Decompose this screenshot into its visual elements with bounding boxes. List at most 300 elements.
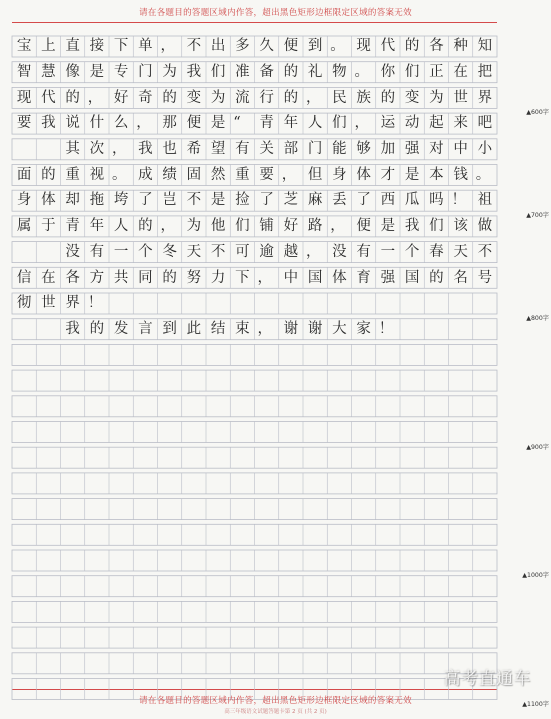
essay-line xyxy=(12,267,497,288)
grid-cell: 们 xyxy=(404,63,420,80)
grid-cell xyxy=(85,473,109,494)
grid-cell xyxy=(109,550,133,571)
grid-cell: 却 xyxy=(65,192,80,209)
answer-area-notice-top: 请在各题目的答题区域内作答，超出黑色矩形边框限定区域的答案无效 xyxy=(139,8,412,18)
grid-cell xyxy=(376,653,400,674)
grid-cell xyxy=(449,473,473,494)
grid-cell: 于 xyxy=(41,218,56,235)
grid-cell xyxy=(109,473,133,494)
grid-cell: 路 xyxy=(307,218,323,235)
grid-cell: 固 xyxy=(186,166,202,183)
grid-cell xyxy=(85,627,109,648)
grid-cell xyxy=(327,422,351,443)
grid-cell: 有 xyxy=(89,243,105,260)
grid-cell: 不 xyxy=(210,243,226,260)
grid-cell xyxy=(376,344,400,365)
grid-cell: 体 xyxy=(41,192,56,209)
grid-cell: 望 xyxy=(210,141,226,158)
grid-cell xyxy=(206,396,230,417)
grid-cell xyxy=(424,447,448,468)
grid-cell: 岂 xyxy=(162,192,177,209)
grid-cell xyxy=(473,627,497,648)
grid-cell xyxy=(279,370,303,391)
grid-cell xyxy=(109,344,133,365)
grid-cell: 便 xyxy=(186,115,202,132)
grid-cell xyxy=(352,576,376,597)
grid-cell xyxy=(36,550,60,571)
grid-cell xyxy=(400,627,424,648)
grid-cell: 是 xyxy=(210,115,226,132)
grid-cell: 西 xyxy=(380,192,396,209)
grid-cell: 芝 xyxy=(283,192,299,209)
grid-cell xyxy=(279,601,303,622)
grid-cell xyxy=(327,601,351,622)
essay-line xyxy=(12,319,497,340)
grid-cell: 强 xyxy=(404,141,420,158)
grid-cell xyxy=(12,473,36,494)
grid-cell xyxy=(182,524,206,545)
essay-line xyxy=(12,87,497,108)
grid-cell xyxy=(473,576,497,597)
essay-line xyxy=(12,447,497,468)
grid-cell xyxy=(327,576,351,597)
grid-cell xyxy=(230,550,254,571)
grid-cell xyxy=(133,344,157,365)
grid-cell xyxy=(12,242,36,263)
grid-cell: 育 xyxy=(356,269,371,286)
grid-cell xyxy=(158,499,182,520)
grid-cell xyxy=(279,422,303,443)
grid-cell xyxy=(12,653,36,674)
grid-cell: ， xyxy=(257,320,272,337)
grid-cell: 为 xyxy=(186,218,202,235)
grid-cell: 好 xyxy=(113,89,129,106)
grid-cell: 信 xyxy=(16,269,32,286)
grid-cell: 次 xyxy=(89,141,105,158)
grid-cell: 该 xyxy=(453,218,468,235)
grid-cell xyxy=(255,524,279,545)
grid-cell: 年 xyxy=(89,218,105,235)
grid-cell xyxy=(158,396,182,417)
essay-line xyxy=(12,422,497,443)
grid-cell xyxy=(85,447,109,468)
grid-cell xyxy=(85,422,109,443)
grid-cell xyxy=(206,293,230,314)
grid-cell xyxy=(133,601,157,622)
grid-cell xyxy=(473,293,497,314)
grid-cell xyxy=(36,242,60,263)
grid-cell: 是 xyxy=(404,166,420,183)
grid-cell: 的 xyxy=(89,320,105,337)
grid-cell: 身 xyxy=(16,192,32,209)
grid-cell xyxy=(85,396,109,417)
grid-cell: 到 xyxy=(162,320,177,337)
grid-cell xyxy=(12,344,36,365)
grid-cell: 的 xyxy=(283,63,299,80)
grid-cell: 我 xyxy=(186,63,202,80)
grid-cell xyxy=(133,447,157,468)
grid-cell: 力 xyxy=(210,269,226,286)
essay-line xyxy=(12,344,497,365)
grid-cell xyxy=(109,576,133,597)
grid-cell: ， xyxy=(354,115,369,132)
grid-cell: 是 xyxy=(89,63,105,80)
grid-cell: 小 xyxy=(477,141,493,158)
grid-cell: “ xyxy=(233,115,241,132)
grid-cell xyxy=(352,370,376,391)
grid-cell xyxy=(303,396,327,417)
grid-cell: 你 xyxy=(380,63,396,80)
grid-cell: 国 xyxy=(404,269,420,286)
grid-cell: 的 xyxy=(429,269,444,286)
grid-cell: 了 xyxy=(356,192,371,209)
grid-cell xyxy=(36,447,60,468)
grid-cell: 那 xyxy=(162,115,177,132)
essay-line xyxy=(12,370,497,391)
grid-cell: 国 xyxy=(307,269,323,286)
grid-cell: 正 xyxy=(429,63,444,80)
grid-cell xyxy=(255,447,279,468)
grid-cell: 中 xyxy=(283,269,299,286)
grid-cell xyxy=(158,653,182,674)
grid-cell xyxy=(36,524,60,545)
word-count-marker: ▲1100字 xyxy=(522,700,549,708)
grid-cell: 成 xyxy=(138,166,153,183)
grid-cell: 的 xyxy=(41,166,56,183)
essay-line xyxy=(12,190,497,211)
grid-cell xyxy=(400,499,424,520)
grid-cell: 面 xyxy=(16,166,32,183)
grid-cell xyxy=(424,601,448,622)
grid-cell xyxy=(376,576,400,597)
grid-cell xyxy=(109,422,133,443)
grid-cell xyxy=(206,524,230,545)
grid-cell xyxy=(12,499,36,520)
essay-line xyxy=(12,293,497,314)
grid-cell xyxy=(12,601,36,622)
grid-cell: 把 xyxy=(477,63,493,80)
grid-cell: 动 xyxy=(404,115,420,132)
grid-cell xyxy=(376,550,400,571)
grid-cell xyxy=(85,370,109,391)
grid-cell: ！ xyxy=(87,295,103,312)
grid-cell: 礼 xyxy=(307,63,323,80)
grid-cell: 努 xyxy=(186,269,202,286)
grid-cell xyxy=(473,370,497,391)
grid-cell xyxy=(182,499,206,520)
grid-cell xyxy=(85,653,109,674)
grid-cell: 接 xyxy=(89,38,105,55)
grid-cell xyxy=(424,627,448,648)
grid-cell xyxy=(36,601,60,622)
grid-cell xyxy=(400,319,424,340)
grid-cell xyxy=(133,576,157,597)
grid-cell xyxy=(158,601,182,622)
essay-line xyxy=(12,216,497,237)
grid-cell: 备 xyxy=(259,63,274,80)
grid-cell: 本 xyxy=(429,166,444,183)
grid-cell: 的 xyxy=(380,89,396,106)
grid-cell: 个 xyxy=(404,243,420,260)
grid-cell: 年 xyxy=(283,115,299,132)
grid-cell xyxy=(352,601,376,622)
grid-cell: 便 xyxy=(356,218,371,235)
grid-cell: 重 xyxy=(235,166,250,183)
grid-cell xyxy=(303,524,327,545)
grid-cell: 部 xyxy=(283,141,299,158)
grid-cell: 对 xyxy=(429,141,444,158)
grid-cell xyxy=(449,627,473,648)
grid-cell: ， xyxy=(306,89,321,106)
grid-cell xyxy=(376,627,400,648)
grid-cell xyxy=(182,473,206,494)
grid-cell xyxy=(449,524,473,545)
grid-cell xyxy=(473,447,497,468)
grid-cell xyxy=(473,422,497,443)
grid-cell xyxy=(352,396,376,417)
grid-cell xyxy=(36,139,60,160)
answer-area-notice-bottom: 请在各题目的答题区域内作答，超出黑色矩形边框限定区域的答案无效 xyxy=(139,696,412,706)
grid-cell: 青 xyxy=(259,115,274,132)
grid-cell xyxy=(352,344,376,365)
grid-cell: 在 xyxy=(41,269,56,286)
grid-cell xyxy=(352,422,376,443)
grid-cell xyxy=(376,499,400,520)
grid-cell xyxy=(36,473,60,494)
grid-cell xyxy=(400,550,424,571)
essay-line xyxy=(12,62,497,83)
grid-cell: 奇 xyxy=(138,89,153,106)
grid-cell xyxy=(352,524,376,545)
grid-cell xyxy=(473,396,497,417)
grid-cell xyxy=(158,293,182,314)
grid-cell: 准 xyxy=(235,63,250,80)
grid-cell xyxy=(230,422,254,443)
grid-cell: 可 xyxy=(235,243,250,260)
grid-cell: 中 xyxy=(453,141,468,158)
grid-cell xyxy=(36,576,60,597)
grid-cell: 便 xyxy=(283,38,299,55)
grid-cell xyxy=(449,370,473,391)
grid-cell: 够 xyxy=(356,141,371,158)
grid-cell xyxy=(36,344,60,365)
grid-cell: 钱 xyxy=(453,166,468,183)
grid-cell: 们 xyxy=(429,218,444,235)
grid-cell xyxy=(473,473,497,494)
grid-cell xyxy=(133,550,157,571)
grid-cell: 要 xyxy=(259,166,274,183)
grid-cell xyxy=(473,601,497,622)
grid-cell: 们 xyxy=(332,115,347,132)
grid-cell xyxy=(206,422,230,443)
grid-cell: 瓜 xyxy=(404,192,420,209)
grid-cell xyxy=(352,447,376,468)
grid-cell: ， xyxy=(160,38,175,55)
grid-cell: 像 xyxy=(65,63,80,80)
grid-cell xyxy=(133,653,157,674)
grid-cell: 各 xyxy=(429,38,444,55)
grid-cell: ， xyxy=(257,269,272,286)
grid-cell xyxy=(352,653,376,674)
grid-cell: 视 xyxy=(89,166,105,183)
grid-cell: 门 xyxy=(307,141,323,158)
grid-cell xyxy=(449,344,473,365)
grid-cell xyxy=(327,499,351,520)
grid-cell xyxy=(255,653,279,674)
grid-cell xyxy=(279,576,303,597)
grid-cell: 多 xyxy=(235,38,250,55)
grid-cell: 说 xyxy=(65,115,80,132)
grid-cell xyxy=(109,499,133,520)
grid-cell xyxy=(230,447,254,468)
grid-cell: 我 xyxy=(404,218,420,235)
grid-cell xyxy=(230,293,254,314)
grid-cell: 运 xyxy=(380,115,396,132)
grid-cell: 的 xyxy=(162,89,177,106)
grid-cell: 专 xyxy=(113,63,129,80)
grid-cell: 门 xyxy=(138,63,153,80)
grid-cell xyxy=(255,344,279,365)
grid-cell: 铺 xyxy=(259,218,274,235)
grid-cell xyxy=(12,576,36,597)
grid-cell: ， xyxy=(87,89,103,106)
grid-cell: 现 xyxy=(16,89,32,106)
grid-cell xyxy=(327,550,351,571)
grid-cell xyxy=(85,344,109,365)
grid-cell xyxy=(303,576,327,597)
grid-cell xyxy=(376,396,400,417)
grid-cell xyxy=(424,550,448,571)
grid-cell: 我 xyxy=(138,141,153,158)
grid-cell xyxy=(255,601,279,622)
grid-cell: 发 xyxy=(113,320,129,337)
grid-cell xyxy=(376,601,400,622)
grid-cell xyxy=(400,396,424,417)
grid-cell xyxy=(279,524,303,545)
grid-cell: 人 xyxy=(307,115,323,132)
grid-cell xyxy=(327,293,351,314)
grid-cell: 逾 xyxy=(259,243,274,260)
grid-cell xyxy=(400,370,424,391)
grid-cell xyxy=(449,576,473,597)
grid-cell: 个 xyxy=(138,243,153,260)
grid-cell: 。 xyxy=(330,38,345,55)
grid-cell: 代 xyxy=(41,89,56,106)
grid-cell xyxy=(158,344,182,365)
grid-cell xyxy=(182,422,206,443)
grid-cell: 民 xyxy=(332,89,347,106)
grid-cell xyxy=(133,524,157,545)
grid-cell: 才 xyxy=(380,166,396,183)
grid-cell xyxy=(449,601,473,622)
page-footer: 高三年级语文试题答题卡第 2 页 (共 2 页) xyxy=(224,709,327,715)
grid-cell xyxy=(279,293,303,314)
grid-cell xyxy=(36,319,60,340)
essay-line xyxy=(12,550,497,571)
grid-cell xyxy=(158,370,182,391)
grid-cell xyxy=(449,550,473,571)
grid-cell xyxy=(206,370,230,391)
grid-cell: 行 xyxy=(259,89,274,106)
word-count-marker: ▲800字 xyxy=(526,315,549,322)
grid-cell xyxy=(352,550,376,571)
grid-cell: 上 xyxy=(41,38,56,55)
grid-cell xyxy=(182,653,206,674)
grid-cell xyxy=(279,344,303,365)
grid-cell xyxy=(12,319,36,340)
grid-cell: 现 xyxy=(356,38,371,55)
grid-cell xyxy=(230,396,254,417)
grid-cell: 希 xyxy=(186,141,202,158)
grid-cell xyxy=(12,139,36,160)
grid-cell: 来 xyxy=(453,115,468,132)
grid-cell xyxy=(376,473,400,494)
grid-cell xyxy=(85,499,109,520)
grid-cell xyxy=(376,370,400,391)
grid-cell xyxy=(133,370,157,391)
grid-cell xyxy=(158,550,182,571)
grid-cell xyxy=(85,601,109,622)
essay-line xyxy=(12,36,497,57)
grid-cell xyxy=(158,473,182,494)
grid-cell: 关 xyxy=(259,141,274,158)
grid-cell: 捡 xyxy=(235,192,250,209)
grid-cell xyxy=(36,653,60,674)
grid-cell xyxy=(303,293,327,314)
grid-cell xyxy=(449,422,473,443)
grid-cell xyxy=(12,550,36,571)
grid-cell: 他 xyxy=(210,218,226,235)
grid-cell xyxy=(158,524,182,545)
grid-cell: 吗 xyxy=(429,192,444,209)
grid-cell xyxy=(230,576,254,597)
grid-cell: 冬 xyxy=(162,243,177,260)
grid-cell xyxy=(303,499,327,520)
grid-cell: 重 xyxy=(65,166,80,183)
grid-cell: 起 xyxy=(429,115,444,132)
grid-cell: 强 xyxy=(380,269,396,286)
grid-cell: 世 xyxy=(453,89,468,106)
grid-cell xyxy=(133,499,157,520)
grid-cell xyxy=(303,344,327,365)
grid-cell xyxy=(61,499,85,520)
grid-cell: 要 xyxy=(16,115,32,132)
grid-cell: 我 xyxy=(65,320,80,337)
grid-cell: ， xyxy=(306,243,321,260)
grid-cell xyxy=(133,473,157,494)
grid-cell: 为 xyxy=(429,89,444,106)
grid-cell xyxy=(473,344,497,365)
grid-cell: 然 xyxy=(210,166,226,183)
grid-cell xyxy=(400,422,424,443)
grid-cell xyxy=(182,550,206,571)
grid-cell: 天 xyxy=(186,243,202,260)
grid-cell: 拖 xyxy=(89,192,105,209)
grid-cell: 一 xyxy=(380,243,396,260)
grid-cell xyxy=(424,576,448,597)
grid-cell xyxy=(400,447,424,468)
grid-cell: ， xyxy=(136,115,151,132)
grid-cell xyxy=(109,524,133,545)
grid-cell: 的 xyxy=(162,269,177,286)
grid-cell: 下 xyxy=(113,38,129,55)
essay-line xyxy=(12,242,497,263)
grid-cell: 祖 xyxy=(477,192,493,209)
grid-cell: ， xyxy=(281,166,297,183)
grid-cell: 方 xyxy=(89,269,105,286)
grid-cell xyxy=(424,524,448,545)
grid-cell xyxy=(182,293,206,314)
